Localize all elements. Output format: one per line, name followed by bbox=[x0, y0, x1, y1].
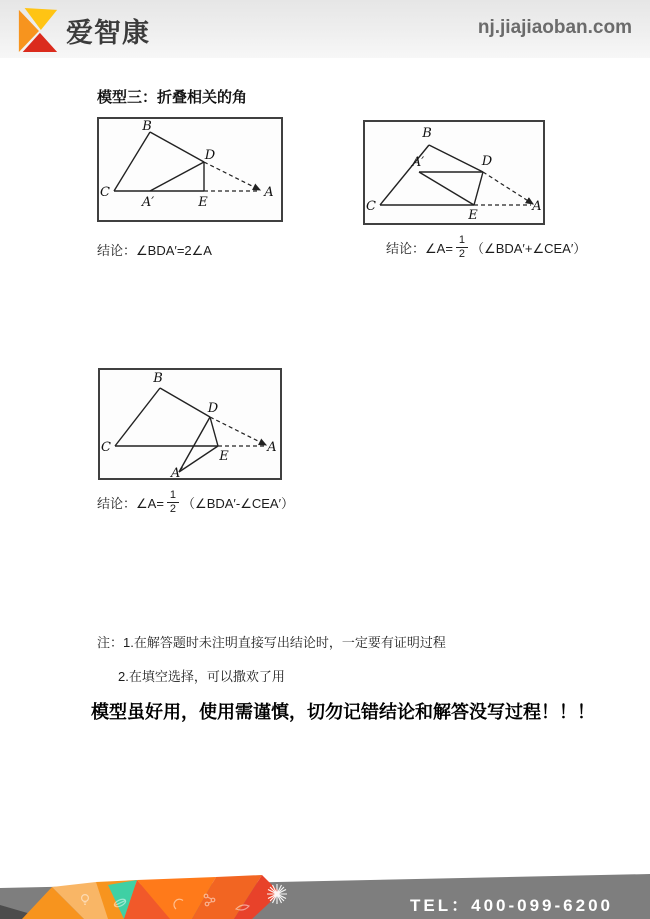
note-line-2: 2.在填空选择，可以撒欢了用 bbox=[118, 669, 285, 684]
conclusion-3-suffix: （∠BDA′-∠CEA′） bbox=[182, 495, 295, 511]
fraction-denominator: 2 bbox=[456, 247, 468, 261]
fraction-numerator: 1 bbox=[169, 489, 177, 501]
vertex-label-E: E bbox=[468, 208, 478, 223]
conclusion-2-prefix: 结论：∠A= bbox=[386, 240, 453, 256]
page-header bbox=[0, 0, 650, 58]
fraction-one-half bbox=[167, 489, 179, 515]
vertex-label-A-prime: A′ bbox=[141, 195, 155, 210]
vertex-label-B: B bbox=[422, 126, 432, 141]
vertex-label-B: B bbox=[142, 119, 152, 134]
note-line-1: 注：1.在解答题时未注明直接写出结论时，一定要有证明过程 bbox=[97, 635, 446, 650]
footer-decoration bbox=[0, 867, 300, 919]
fraction-numerator: 1 bbox=[458, 234, 466, 246]
website-url: nj.jiajiaoban.com bbox=[477, 17, 632, 38]
section-title: 模型三：折叠相关的角 bbox=[97, 89, 248, 106]
conclusion-2-suffix: （∠BDA′+∠CEA′） bbox=[471, 240, 587, 256]
telephone-number: TEL：400-099-6200 bbox=[410, 896, 613, 915]
conclusion-1 bbox=[97, 240, 212, 259]
vertex-label-D: D bbox=[481, 154, 493, 169]
conclusion-2 bbox=[386, 234, 586, 260]
vertex-label-A: A bbox=[532, 199, 542, 214]
vertex-label-A: A bbox=[267, 440, 277, 455]
figure-2-drawing bbox=[365, 122, 543, 223]
conclusion-1-text: 结论：∠BDA′=2∠A bbox=[97, 243, 212, 258]
figure-2 bbox=[363, 120, 545, 225]
fraction-one-half bbox=[456, 234, 468, 260]
brand-name: 爱智康 bbox=[66, 17, 150, 48]
vertex-label-A-prime: A′ bbox=[411, 155, 425, 170]
vertex-label-D: D bbox=[207, 401, 219, 416]
figure-1-drawing bbox=[99, 119, 281, 220]
starburst-icon bbox=[267, 884, 287, 904]
brand-logo-icon bbox=[18, 8, 58, 52]
fraction-denominator: 2 bbox=[167, 502, 179, 516]
vertex-label-D: D bbox=[204, 148, 216, 163]
vertex-label-E: E bbox=[219, 449, 229, 464]
vertex-label-E: E bbox=[198, 195, 208, 210]
vertex-label-A-prime: A′ bbox=[170, 466, 184, 478]
figure-1 bbox=[97, 117, 283, 222]
conclusion-3 bbox=[97, 489, 294, 515]
conclusion-3-prefix: 结论：∠A= bbox=[97, 495, 164, 511]
figure-3-drawing bbox=[100, 370, 280, 478]
brand-logo bbox=[18, 8, 150, 52]
vertex-label-A: A bbox=[264, 185, 274, 200]
vertex-label-C: C bbox=[366, 199, 376, 214]
vertex-label-B: B bbox=[153, 371, 163, 386]
warning-text: 模型虽好用，使用需谨慎，切勿记错结论和解答没写过程！！！ bbox=[91, 702, 595, 722]
vertex-label-C: C bbox=[100, 185, 110, 200]
vertex-label-C: C bbox=[101, 440, 111, 455]
figure-3 bbox=[98, 368, 282, 480]
